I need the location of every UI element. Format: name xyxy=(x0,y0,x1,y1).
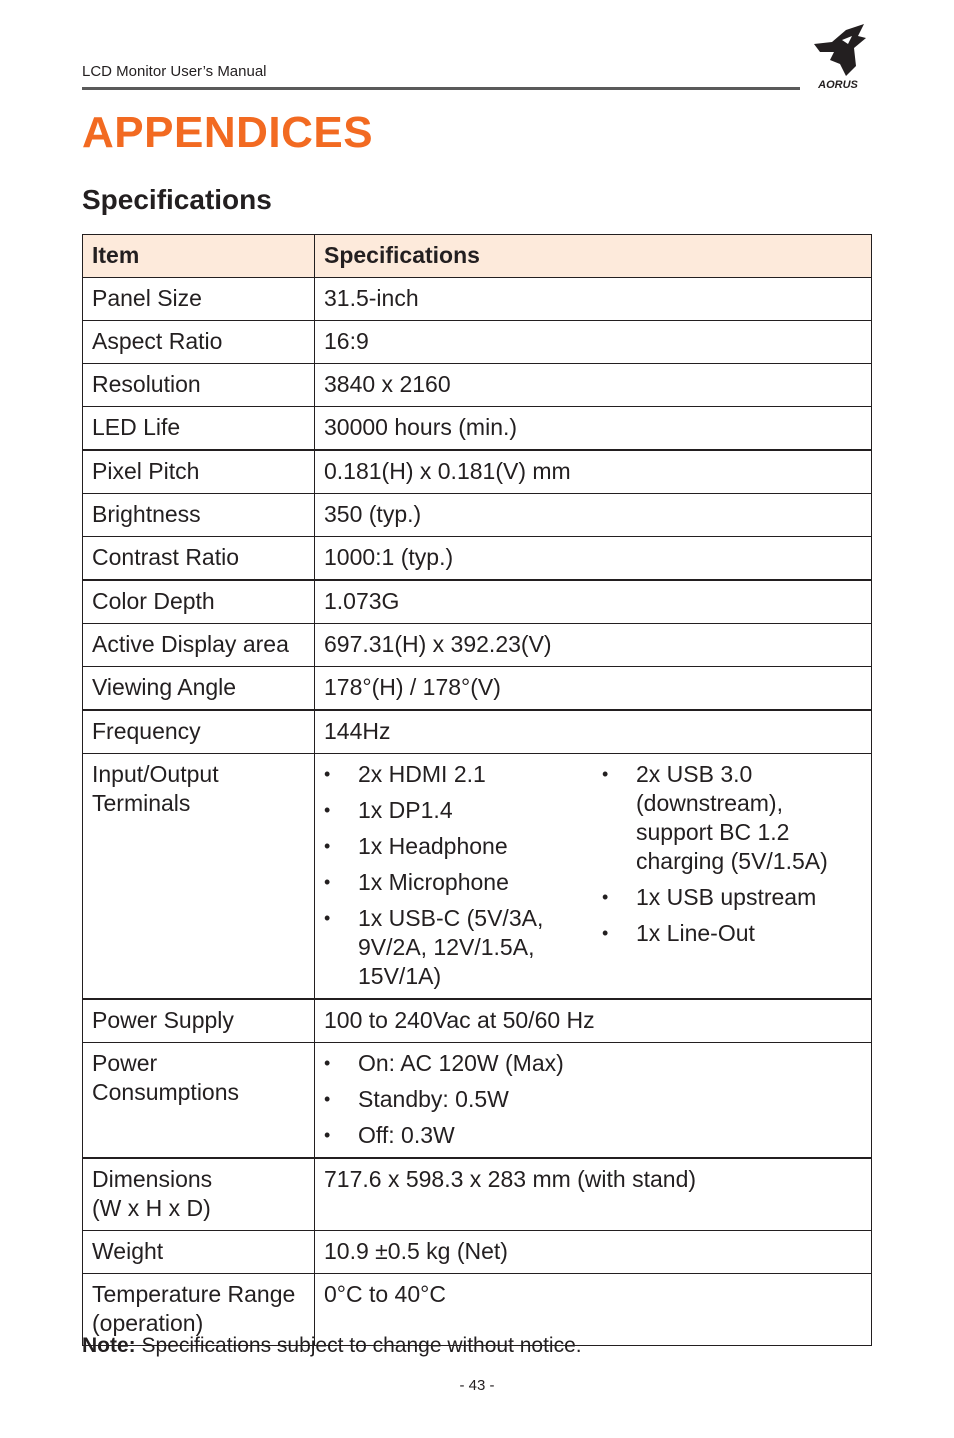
list-item: • 1x Line-Out xyxy=(602,919,852,948)
list-item: • 1x DP1.4 xyxy=(324,796,602,825)
row-spec: 16:9 xyxy=(315,321,872,364)
row-spec: 717.6 x 598.3 x 283 mm (with stand) xyxy=(315,1158,872,1231)
column-header-specifications: Specifications xyxy=(315,235,872,278)
row-item: Active Display area xyxy=(83,624,315,667)
manual-title: LCD Monitor User’s Manual xyxy=(82,63,267,80)
table-row xyxy=(83,494,872,537)
row-item-line: (W x H x D) xyxy=(92,1195,211,1221)
table-row xyxy=(83,278,872,321)
list-item: • Off: 0.3W xyxy=(324,1121,564,1150)
row-item-line: Terminals xyxy=(92,790,191,816)
row-item-line: Power xyxy=(92,1050,158,1076)
section-title: Specifications xyxy=(82,184,272,215)
row-item: Pixel Pitch xyxy=(83,450,315,494)
note-label: Note: xyxy=(82,1334,136,1357)
row-spec: 0.181(H) x 0.181(V) mm xyxy=(315,450,872,494)
row-spec: 30000 hours (min.) xyxy=(315,407,872,451)
table-row xyxy=(83,450,872,494)
column-header-item: Item xyxy=(83,235,315,278)
row-item-line: Dimensions xyxy=(92,1166,213,1192)
specifications-table xyxy=(82,234,872,1346)
table-row xyxy=(83,321,872,364)
row-spec: 100 to 240Vac at 50/60 Hz xyxy=(315,999,872,1043)
table-row xyxy=(83,407,872,451)
row-spec: 350 (typ.) xyxy=(315,494,872,537)
table-row xyxy=(83,710,872,754)
row-spec: 10.9 ±0.5 kg (Net) xyxy=(315,1231,872,1274)
row-item: Frequency xyxy=(83,710,315,754)
row-spec: 178°(H) / 178°(V) xyxy=(315,667,872,711)
row-spec: 31.5-inch xyxy=(315,278,872,321)
row-spec: 1000:1 (typ.) xyxy=(315,537,872,581)
row-item: Resolution xyxy=(83,364,315,407)
table-row xyxy=(83,999,872,1043)
list-item: • 1x USB-C (5V/3A, 9V/2A, 12V/1.5A, 15V/1A) xyxy=(324,904,602,991)
list-item: • 1x Headphone xyxy=(324,832,602,861)
header-divider xyxy=(82,87,800,90)
row-item-line: (operation) xyxy=(92,1310,204,1336)
table-header-row xyxy=(83,235,872,278)
row-spec: 1.073G xyxy=(315,580,872,624)
row-spec: 0°C to 40°C xyxy=(315,1274,872,1346)
row-item-line: Input/Output xyxy=(92,761,219,787)
row-item xyxy=(83,754,315,1000)
page-title: APPENDICES xyxy=(82,108,374,157)
row-item: Color Depth xyxy=(83,580,315,624)
row-spec: 144Hz xyxy=(315,710,872,754)
io-list-left xyxy=(324,760,602,991)
svg-text:AORUS: AORUS xyxy=(818,79,858,91)
table-row xyxy=(83,1231,872,1274)
row-item: Panel Size xyxy=(83,278,315,321)
table-row-io-terminals xyxy=(83,754,872,1000)
list-item: • 2x USB 3.0 (downstream), support BC 1.2 charging (5V/1.5A) xyxy=(602,760,852,876)
power-list xyxy=(324,1049,564,1150)
row-item: Brightness xyxy=(83,494,315,537)
io-list-right xyxy=(602,760,852,991)
row-item: LED Life xyxy=(83,407,315,451)
row-item xyxy=(83,1158,315,1231)
list-item: • 1x Microphone xyxy=(324,868,602,897)
list-item: • 1x USB upstream xyxy=(602,883,852,912)
row-item-line: Temperature Range xyxy=(92,1281,296,1307)
list-item: • On: AC 120W (Max) xyxy=(324,1049,564,1078)
row-item xyxy=(83,1043,315,1159)
row-item: Contrast Ratio xyxy=(83,537,315,581)
row-item: Viewing Angle xyxy=(83,667,315,711)
table-row xyxy=(83,364,872,407)
row-spec: 3840 x 2160 xyxy=(315,364,872,407)
table-row-power-consumption xyxy=(83,1043,872,1159)
table-row xyxy=(83,580,872,624)
row-item-line: Consumptions xyxy=(92,1079,240,1105)
table-row-dimensions xyxy=(83,1158,872,1231)
note-text: Specifications subject to change without notice. xyxy=(135,1334,582,1357)
row-spec: 697.31(H) x 392.23(V) xyxy=(315,624,872,667)
table-row xyxy=(83,624,872,667)
table-row xyxy=(83,537,872,581)
row-item: Power Supply xyxy=(83,999,315,1043)
row-spec-list xyxy=(315,1043,872,1159)
note xyxy=(82,1334,582,1358)
row-spec-list xyxy=(315,754,872,1000)
page-number: - 43 - xyxy=(459,1377,495,1394)
aorus-logo xyxy=(806,22,870,92)
row-item: Aspect Ratio xyxy=(83,321,315,364)
row-item: Weight xyxy=(83,1231,315,1274)
table-row xyxy=(83,667,872,711)
list-item: • 2x HDMI 2.1 xyxy=(324,760,602,789)
list-item: • Standby: 0.5W xyxy=(324,1085,564,1114)
